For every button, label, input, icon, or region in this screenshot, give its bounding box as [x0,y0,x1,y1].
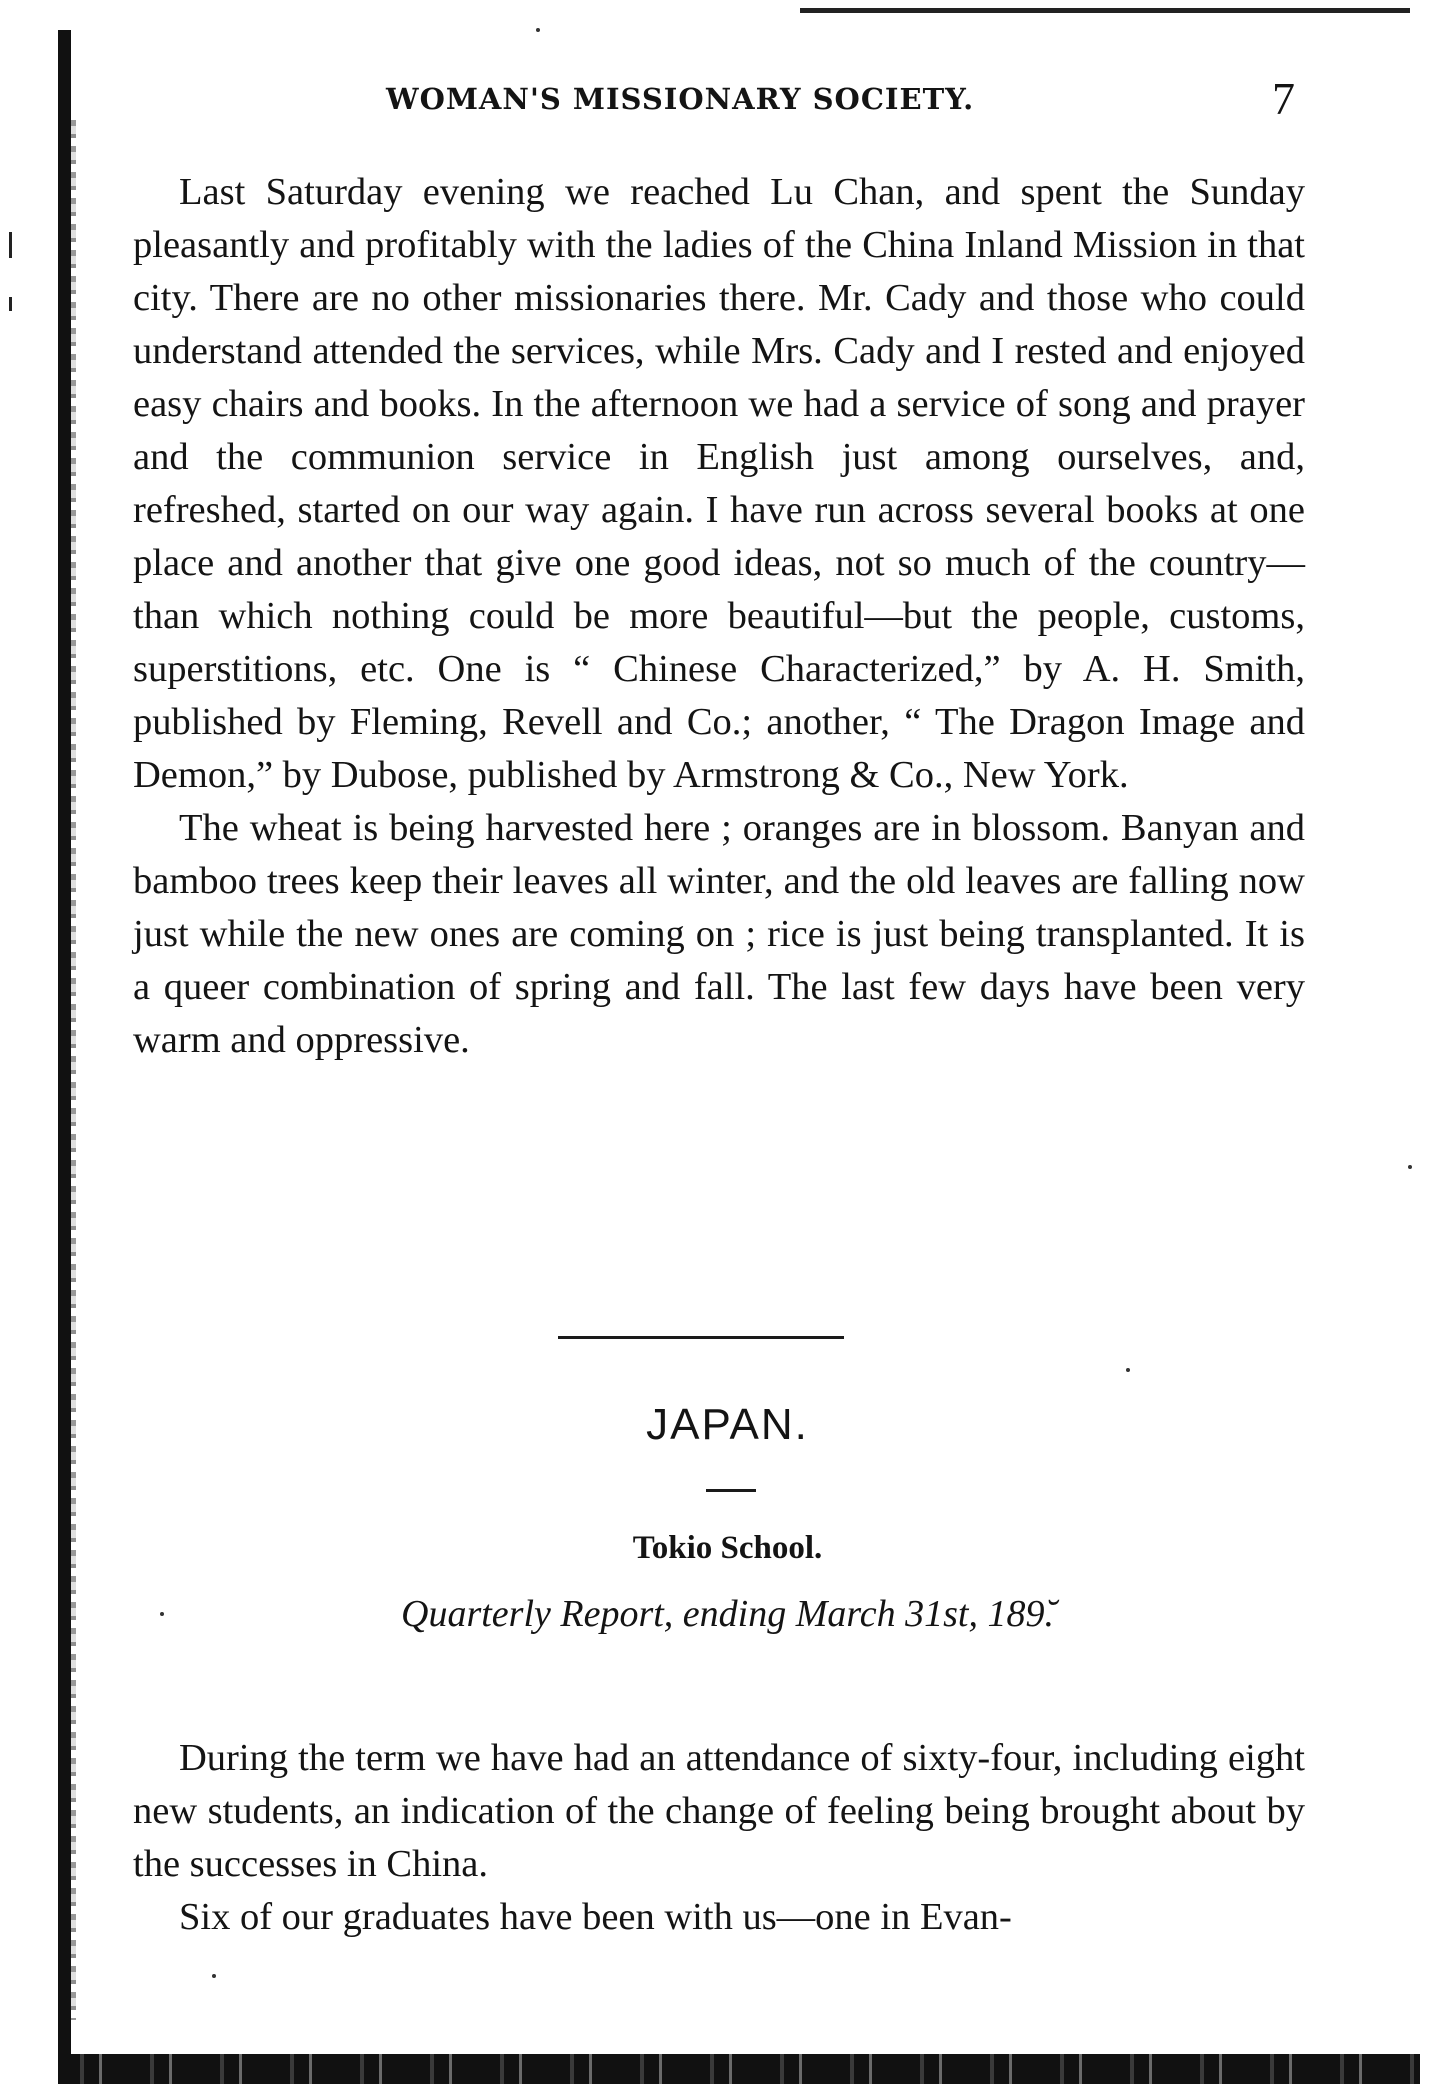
subsection-title: Tokio School. [632,1530,823,1566]
paragraph: The wheat is being harvested here ; oranges are in blossom. Banyan and bamboo trees keep their leaves all winter, and the old leaves are falling now just while the new ones are coming on ; rice is just being transplanted. It is a queer combination of spring and fall. The last few days have been very warm and oppressive. [133,807,1305,1061]
running-head: WOMAN'S MISSIONARY SOCIETY. [386,82,975,116]
paragraph: During the term we have had an attendance of sixty-four, including eight new students, an indication of the change of feeling being brought about by the successes in China. [133,1737,1305,1885]
page-number: 7 [1272,73,1295,124]
paragraph: Six of our graduates have been with us—one in Evan- [179,1896,1012,1938]
scan-speck [212,1974,216,1978]
china-letter-body [133,166,1305,1067]
scan-speck [1126,1368,1130,1372]
scan-top-edge-rule [800,8,1410,13]
japan-report-body [133,1732,1305,1944]
scan-speck [1408,1165,1412,1169]
title-divider [706,1489,756,1492]
section-title: JAPAN. [646,1400,809,1449]
scan-speck [536,28,540,32]
margin-mark [9,232,12,258]
scan-binding-edge [58,30,71,2080]
scan-bottom-edge [58,2054,1420,2084]
report-line: Quarterly Report, ending March 31st, 189̆. [401,1593,1054,1635]
paragraph: Last Saturday evening we reached Lu Chan, and spent the Sunday pleasantly and profitably with the ladies of the China Inland Mission in that city. There are no other missionaries there. Mr. Cady and those who could understand attended the services, while Mrs. Cady and I rested and enjoyed easy chairs and books. In the afternoon we had a service of song and prayer and the communion service in English just among ourselves, and, refreshed, started on our way again. I have run across several books at one place and another that give one good ideas, not so much of the country—than which nothing could be more beautiful—but the people, customs, superstitions, etc. One is “ Chinese Characterized,” by A. H. Smith, published by Fleming, Revell and Co.; another, “ The Dragon Image and Demon,” by Dubose, published by Armstrong & Co., New York. [133,171,1305,796]
scan-binding-shadow [71,120,76,2020]
margin-mark [9,297,12,311]
section-divider [558,1336,844,1339]
